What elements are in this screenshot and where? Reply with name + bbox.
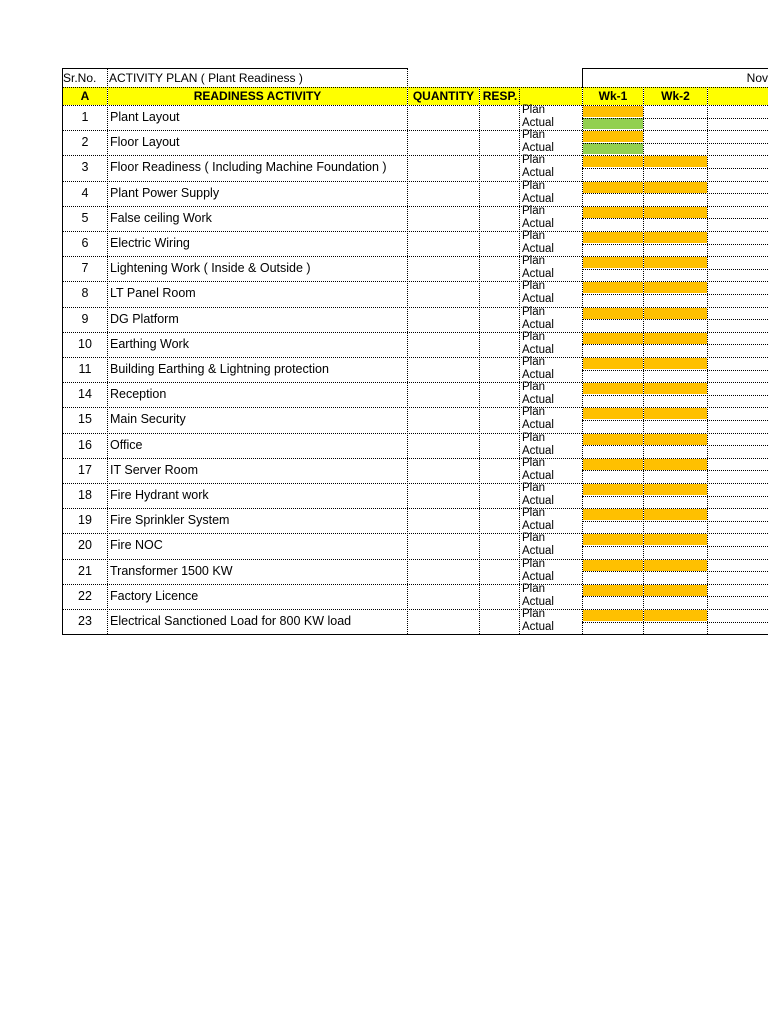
actual-week-1-cell (583, 622, 643, 633)
plan-week-1-cell (583, 333, 643, 344)
plan-week-2-cell (644, 358, 707, 369)
plan-week-1-cell (583, 131, 643, 142)
row-sr-no: 11 (78, 362, 92, 376)
plan-week-2-cell (644, 434, 707, 445)
row-activity: Lightening Work ( Inside & Outside ) (110, 261, 311, 276)
actual-week-1-cell (583, 168, 643, 179)
row-activity: False ceiling Work (110, 210, 212, 225)
row-activity: Reception (110, 387, 167, 402)
grid-line (62, 281, 768, 282)
plan-week-2-cell (644, 257, 707, 268)
grid-line (582, 571, 768, 572)
activity-header: READINESS ACTIVITY (108, 87, 407, 105)
grid-line (62, 357, 768, 358)
actual-week-2-cell (644, 244, 707, 255)
actual-week-1-cell (583, 269, 643, 280)
grid-line (519, 87, 520, 634)
plan-week-1-cell (583, 207, 643, 218)
row-activity: Electrical Sanctioned Load for 800 KW load (110, 614, 352, 628)
row-activity: Floor Layout (110, 135, 180, 150)
plan-week-2-cell (644, 182, 707, 193)
actual-label: Actual (522, 318, 554, 331)
plan-label: Plan (522, 608, 546, 620)
actual-label: Actual (522, 243, 554, 255)
plan-week-1-cell (583, 585, 643, 596)
row-activity: Transformer 1500 KW (110, 563, 233, 578)
grid-line (582, 244, 768, 245)
plan-week-1-cell (583, 358, 643, 369)
week-2-header: Wk-2 (644, 87, 707, 105)
actual-week-1-cell (583, 194, 643, 205)
plan-label: Plan (522, 482, 546, 494)
grid-line (582, 143, 768, 144)
plan-week-2-cell (644, 207, 707, 218)
actual-week-2-cell (644, 521, 707, 532)
grid-line (62, 584, 768, 585)
grid-line (582, 370, 768, 371)
plan-label: Plan (522, 104, 546, 116)
plan-week-1-cell (583, 182, 643, 193)
actual-label: Actual (522, 469, 554, 482)
plan-week-2-cell (644, 333, 707, 344)
grid-line (62, 206, 768, 207)
row-activity: Electric Wiring (110, 236, 190, 250)
plan-week-2-cell (644, 131, 707, 142)
actual-week-2-cell (644, 168, 707, 179)
actual-label: Actual (522, 293, 554, 306)
grid-line (62, 87, 768, 88)
plan-week-1-cell (583, 383, 643, 394)
actual-week-2-cell (644, 370, 707, 381)
actual-week-2-cell (644, 446, 707, 457)
plan-label: Plan (522, 129, 546, 142)
row-sr-no: 7 (81, 261, 89, 276)
plan-week-1-cell (583, 308, 643, 319)
plan-week-2-cell (644, 232, 707, 243)
row-sr-no: 18 (78, 488, 92, 502)
sr-no-header: Sr.No. (63, 71, 97, 85)
plan-label: Plan (522, 406, 546, 419)
actual-week-1-cell (583, 471, 643, 482)
grid-line (582, 521, 768, 522)
actual-week-1-cell (583, 143, 643, 154)
grid-line (107, 68, 108, 634)
plan-week-2-cell (644, 106, 707, 117)
grid-line (582, 218, 768, 219)
actual-label: Actual (522, 495, 554, 507)
plan-week-1-cell (583, 282, 643, 293)
plan-week-2-cell (644, 308, 707, 319)
grid-line (582, 118, 768, 119)
row-activity: DG Platform (110, 311, 179, 326)
grid-line (643, 87, 644, 634)
row-sr-no: 19 (78, 513, 92, 528)
row-activity: Office (110, 437, 143, 452)
actual-week-1-cell (583, 320, 643, 331)
grid-line (62, 231, 768, 232)
row-sr-no: 16 (78, 437, 92, 452)
grid-line (62, 155, 768, 156)
row-activity: Floor Readiness ( Including Machine Foundation ) (110, 160, 387, 175)
plan-week-1-cell (583, 459, 643, 470)
actual-label: Actual (522, 394, 554, 407)
row-activity: LT Panel Room (110, 286, 196, 301)
plan-week-1-cell (583, 484, 643, 495)
actual-week-1-cell (583, 118, 643, 129)
row-sr-no: 3 (81, 160, 89, 175)
row-sr-no: 2 (81, 135, 89, 150)
row-sr-no: 10 (78, 336, 92, 351)
grid-line (582, 68, 768, 69)
grid-line (62, 68, 63, 634)
row-activity: Fire Hydrant work (110, 488, 209, 502)
grid-line (62, 508, 768, 509)
plan-week-2-cell (644, 484, 707, 495)
plan-label: Plan (522, 330, 546, 343)
plan-week-2-cell (644, 282, 707, 293)
row-sr-no: 1 (81, 110, 89, 124)
plan-week-2-cell (644, 610, 707, 621)
quantity-header: QUANTITY (408, 87, 479, 105)
row-activity: Factory Licence (110, 588, 199, 603)
grid-line (582, 622, 768, 623)
actual-label: Actual (522, 595, 554, 608)
actual-week-2-cell (644, 143, 707, 154)
actual-label: Actual (522, 444, 554, 457)
row-activity: Main Security (110, 412, 186, 427)
row-sr-no: 14 (78, 387, 92, 402)
actual-label: Actual (522, 343, 554, 356)
plan-week-1-cell (583, 509, 643, 520)
plan-week-2-cell (644, 585, 707, 596)
actual-week-2-cell (644, 320, 707, 331)
plan-label: Plan (522, 179, 546, 192)
grid-line (582, 87, 583, 634)
grid-line (62, 382, 768, 383)
grid-line (707, 87, 708, 634)
plan-week-2-cell (644, 459, 707, 470)
actual-label: Actual (522, 142, 554, 155)
grid-line (582, 269, 768, 270)
actual-week-2-cell (644, 622, 707, 633)
actual-week-2-cell (644, 395, 707, 406)
plan-week-2-cell (644, 509, 707, 520)
plan-week-2-cell (644, 560, 707, 571)
plan-week-1-cell (583, 610, 643, 621)
plan-label: Plan (522, 507, 546, 520)
actual-week-1-cell (583, 395, 643, 406)
actual-week-2-cell (644, 597, 707, 608)
row-sr-no: 23 (78, 614, 92, 628)
grid-line (582, 344, 768, 345)
grid-line (62, 332, 768, 333)
actual-label: Actual (522, 520, 554, 533)
plan-week-1-cell (583, 408, 643, 419)
actual-label: Actual (522, 419, 554, 432)
plan-week-1-cell (583, 434, 643, 445)
actual-week-2-cell (644, 294, 707, 305)
plan-label: Plan (522, 356, 546, 368)
grid-line (582, 294, 768, 295)
grid-line (62, 181, 768, 182)
grid-line (407, 68, 408, 634)
row-sr-no: 21 (78, 563, 92, 578)
actual-week-2-cell (644, 219, 707, 230)
grid-line (62, 68, 408, 69)
row-sr-no: 4 (81, 185, 89, 200)
plan-week-2-cell (644, 156, 707, 167)
row-activity: Earthing Work (110, 336, 189, 351)
grid-line (62, 130, 768, 131)
plan-week-1-cell (583, 534, 643, 545)
plan-label: Plan (522, 204, 546, 217)
row-sr-no: 6 (81, 236, 89, 250)
grid-line (62, 559, 768, 560)
plan-label: Plan (522, 557, 546, 570)
grid-line (582, 395, 768, 396)
row-sr-no: 5 (81, 210, 89, 225)
plan-week-2-cell (644, 383, 707, 394)
row-activity: Plant Layout (110, 110, 180, 124)
resp-header: RESP. (480, 87, 520, 105)
actual-week-2-cell (644, 572, 707, 583)
grid-line (582, 470, 768, 471)
plan-label: Plan (522, 532, 546, 545)
plan-week-1-cell (583, 106, 643, 117)
grid-line (62, 483, 768, 484)
grid-line (62, 407, 768, 408)
plan-label: Plan (522, 456, 546, 469)
actual-week-1-cell (583, 446, 643, 457)
grid-line (479, 87, 480, 634)
actual-week-1-cell (583, 219, 643, 230)
week-1-header: Wk-1 (583, 87, 643, 105)
grid-line (62, 307, 768, 308)
actual-week-2-cell (644, 420, 707, 431)
row-activity: Fire NOC (110, 538, 163, 553)
actual-week-2-cell (644, 345, 707, 356)
actual-label: Actual (522, 570, 554, 583)
row-activity: Building Earthing & Lightning protection (110, 362, 329, 376)
row-sr-no: 15 (78, 412, 92, 427)
plan-week-1-cell (583, 232, 643, 243)
grid-line (62, 458, 768, 459)
actual-week-1-cell (583, 345, 643, 356)
actual-label: Actual (522, 117, 554, 129)
actual-week-2-cell (644, 269, 707, 280)
plan-week-2-cell (644, 408, 707, 419)
sheet-title: ACTIVITY PLAN ( Plant Readiness ) (109, 71, 303, 85)
grid-line (582, 596, 768, 597)
activity-plan-sheet (62, 68, 768, 635)
actual-week-1-cell (583, 546, 643, 557)
grid-line (62, 256, 768, 257)
actual-week-1-cell (583, 370, 643, 381)
week-3-header (708, 87, 768, 105)
actual-label: Actual (522, 268, 554, 281)
grid-line (582, 319, 768, 320)
plan-label: Plan (522, 154, 546, 167)
row-activity: Plant Power Supply (110, 185, 220, 200)
row-sr-no: 20 (78, 538, 92, 553)
actual-week-2-cell (644, 194, 707, 205)
plan-week-1-cell (583, 257, 643, 268)
grid-line (62, 634, 768, 635)
plan-label: Plan (522, 582, 546, 595)
row-sr-no: 22 (78, 588, 92, 603)
plan-label: Plan (522, 381, 546, 394)
plan-label: Plan (522, 230, 546, 242)
plan-week-2-cell (644, 534, 707, 545)
plan-label: Plan (522, 280, 546, 293)
plan-label: Plan (522, 431, 546, 444)
plan-label: Plan (522, 255, 546, 268)
index-header: A (63, 87, 107, 105)
actual-week-1-cell (583, 244, 643, 255)
plan-actual-header (520, 87, 582, 105)
grid-line (582, 420, 768, 421)
grid-line (582, 193, 768, 194)
actual-label: Actual (522, 217, 554, 230)
actual-label: Actual (522, 369, 554, 381)
grid-line (62, 105, 768, 106)
plan-week-1-cell (583, 560, 643, 571)
row-sr-no: 17 (78, 462, 92, 477)
actual-label: Actual (522, 545, 554, 558)
actual-week-1-cell (583, 521, 643, 532)
actual-week-1-cell (583, 294, 643, 305)
row-sr-no: 8 (81, 286, 89, 301)
actual-week-2-cell (644, 471, 707, 482)
grid-line (62, 533, 768, 534)
actual-week-1-cell (583, 572, 643, 583)
grid-line (582, 68, 583, 87)
grid-line (582, 445, 768, 446)
actual-week-1-cell (583, 496, 643, 507)
grid-line (62, 609, 768, 610)
actual-week-2-cell (644, 496, 707, 507)
row-sr-no: 9 (81, 311, 89, 326)
plan-week-1-cell (583, 156, 643, 167)
actual-week-1-cell (583, 420, 643, 431)
actual-label: Actual (522, 192, 554, 205)
actual-week-2-cell (644, 546, 707, 557)
grid-line (582, 496, 768, 497)
month-label: Nov (746, 71, 768, 85)
actual-week-2-cell (644, 118, 707, 129)
actual-label: Actual (522, 621, 554, 633)
row-activity: IT Server Room (110, 462, 198, 477)
row-activity: Fire Sprinkler System (110, 513, 230, 528)
plan-label: Plan (522, 305, 546, 318)
grid-line (582, 168, 768, 169)
grid-line (582, 546, 768, 547)
actual-week-1-cell (583, 597, 643, 608)
grid-line (62, 433, 768, 434)
actual-label: Actual (522, 167, 554, 180)
